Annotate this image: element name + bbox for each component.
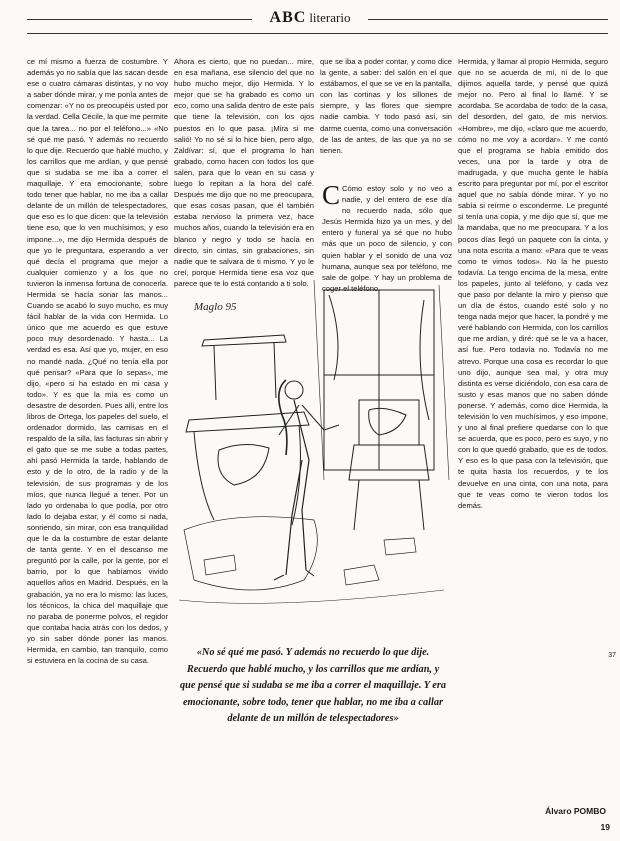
illustration xyxy=(174,280,452,630)
column-2-text: Ahora es cierto, que no puedan... mire, en esa mañana, ese silencio del que no hubo mucho mejor, dijo Hermida. Y lo mejor que se ha grabado es como un eco, como una salida dentro de este país que tiene la televisión, con los ojos puestos en lo que pasa. ¡Mira si me salió! Yo no sé si lo hice bien, pero algo, Zaldívar: sí, que el programa lo han grabado, como hacen con todos los que salen, para que lo vean en su casa y luego lo repitan a la hora del café. Después me dijo que no me preocupara, que esas cosas pasan, que él también estaba nervioso la primera vez, hace muchos años, cuando la televisión era en blanco y negro y todo se hacía en directo, sin cintas, sin grabaciones, sin nadie que te salvara de ti mismo. Y yo le creí, porque Hermida tiene esa voz que parece que te lo está contando a ti solo. xyxy=(174,57,314,288)
masthead-brand: ABC xyxy=(269,9,307,26)
article-column-2 xyxy=(174,56,314,288)
column-5-text: Hermida, y llamar al propio Hermida, seguro que no se acuerda de mí, ni de lo que dijimos aquella tarde, y pensé que quizá mejor no. Pero al final lo llamé. Y se acordaba. Se acordaba de todo: de la casa, del desorden, del gato, de mis nervios. «Hombre», me dijo, «claro que me acuerdo, cómo no me voy a acordar». Y me contó que el programa se había emitido dos veces, una por la tarde y otra de madrugada, y que mucha gente le había escrito para preguntar por mí, por el escritor aquel que no sabía dónde mirar. Y yo no sabía si reírme o esconderme. Le pregunté si tenía una copia, y me dijo que sí, que me la mandaba, que no me preocupara. Y a los pocos días llegó un paquete con la cinta, y una nota escrita a mano: «Para que te veas como te vimos todos». No la he puesto todavía. La tengo encima de la mesa, entre los papeles, junto al teléfono, y cada vez que paso por delante la miro y pienso que un día de éstos, cuando esté solo y no tenga nada mejor que hacer, la pondré y me veré hablando con Hermida, con los carrillos que me ardían, y diré: qué se le va a hacer, así fue. Pero todavía no. Todavía no me atrevo. Porque una cosa es recordar lo que uno dijo, aunque sea mal, y otra muy distinta es verse diciéndolo, con esa cara de susto y esas manos que no saben dónde ponerse. Y además, como dice Hermida, la televisión lo ven muchísimos, y eso impone, y uno al final prefiere quedarse con lo que se acuerda, que es poco, pero es suyo, y no con lo que quedó grabado, que es de todos. Y eso es lo que pasa con la televisión, que te quita hasta los recuerdos, y te los devuelve en una cinta, con una nota, para que te veas como te vieron todos los demás. xyxy=(458,57,608,510)
masthead-section: literario xyxy=(309,10,351,25)
pull-quote: «No sé qué me pasó. Y además no recuerdo lo que dije. Recuerdo que hablé mucho, y los carrillos que me ardían, y que pensé que si sudaba se me iba a correr el maquillaje. Y era emocionante, sobre todo, tener que hablar, no me iba a callar delante de un millón de telespectadores» xyxy=(180,647,446,725)
column-1-text: ce mí mismo a fuerza de costumbre. Y además yo no sabía que las sacan desde ese o cuatro cámaras distintas, y no voy a saber dónde mirar, y me ponía antes de comenzar: «Y no os preocupéis usted por la verdad. Cella Cécile, la que me permite que la tarea... no por el teléfono...» «No sé qué me pasó. Y además no recuerdo lo que dije. Recuerdo que hablé mucho, y los carrillos que me ardían, y que pensé que si sudaba se me iba a correr el maquillaje. Y era emocionante, sobre todo tener que hablar, no me iba a callar delante de un millón de telespectadores, que eso es lo que dicen: que la televisión tiene eso, que lo ven muchísimos, y eso impone...», me dijo Hermida después de que yo le preguntara, esperando a ver qué decía el programa que mejor a cualquier comienzo y a los que no tuvieron la inmensa fortuna de conocerla. Hermida se hacía sonar las manos... Cuando se acabó lo suyo mucho, es muy fácil hablar de la vida con Hermida. Lo único que me acuerdo es que estuve poco muy desordenado. Y hasta... La verdad es esa. Así que yo, mujer, en eso no mandé nada. ¿Qué no tenía ella por qué pensar? «Para que lo sepas», me dijo, «pero si ha estado en mi casa y todo». Y es que la mía es como un desastre de desorden. Pues allí, entre los libros de Ortega, los papeles del suelo, el ordenador dormido, las camisas en el respaldo de la silla, las facturas sin abrir y el gato que se me sube a todas partes, ahí pasó Hermida la tarde, hablando de esto y de lo otro, de la radio y de la televisión, de sus programas y de los míos, que nunca llegué a tener. Por un lado yo ordenaba lo que podía, por otro lado lo dejaba estar, y él como si nada, sonriendo, sin mirar, con esa tranquilidad que le da la costumbre de estar delante de tanta gente. Y en el descanso me preguntó por la calle, por la gente, por el barrio, por lo que habíamos vivido aquellos años en Madrid. Después, en la grabación, ya no era lo mismo: las luces, los técnicos, la chica del maquillaje que no paraba de ponerme polvos, el regidor que contaba hacia atrás con los dedos, y yo sin saber dónde poner las manos. Hermida, en cambio, tan tranquilo, como si estuviera en la cocina de su casa. xyxy=(27,57,168,666)
drop-cap: C xyxy=(322,180,341,210)
article-column-3 xyxy=(320,56,452,180)
article-column-1 xyxy=(27,56,168,822)
illustration-signature: Maglo 95 xyxy=(194,301,237,313)
column-3-text: que se iba a poder contar, y como dice la gente, a saber: del salón en el que estábamos, el que se ve en la pantalla, con las cortinas y los sillones de siempre, y las flores que siempre nadie cambia. Y todo pasó así, sin darme cuenta, como una conversación de las de antes, de las que ya no se tienen. xyxy=(320,57,452,155)
figure-head xyxy=(285,381,303,399)
side-mark: 37 xyxy=(608,652,616,659)
page-number: 19 xyxy=(600,822,610,832)
masthead xyxy=(0,9,620,27)
tv-monitor xyxy=(359,400,419,445)
article-column-5 xyxy=(458,56,608,800)
article-column-4 xyxy=(322,180,452,293)
floor-rug xyxy=(184,517,317,590)
column-4-text: Cómo estoy solo y no veo a nadie, y del entero de ese día no recuerdo nada, sólo que Jesús Hermida hizo ya un mes, y del entero y funeral ya sé que no hubo más que un poco de silencio, y con quien hablar y el sonido de una voz humana, aunque sea por teléfono, me sale de golpe. Y hay un problema de coger el teléfono. xyxy=(322,184,452,293)
desk-top xyxy=(186,412,309,432)
author-byline: Álvaro POMBO xyxy=(545,806,606,816)
header-rule xyxy=(27,33,608,34)
